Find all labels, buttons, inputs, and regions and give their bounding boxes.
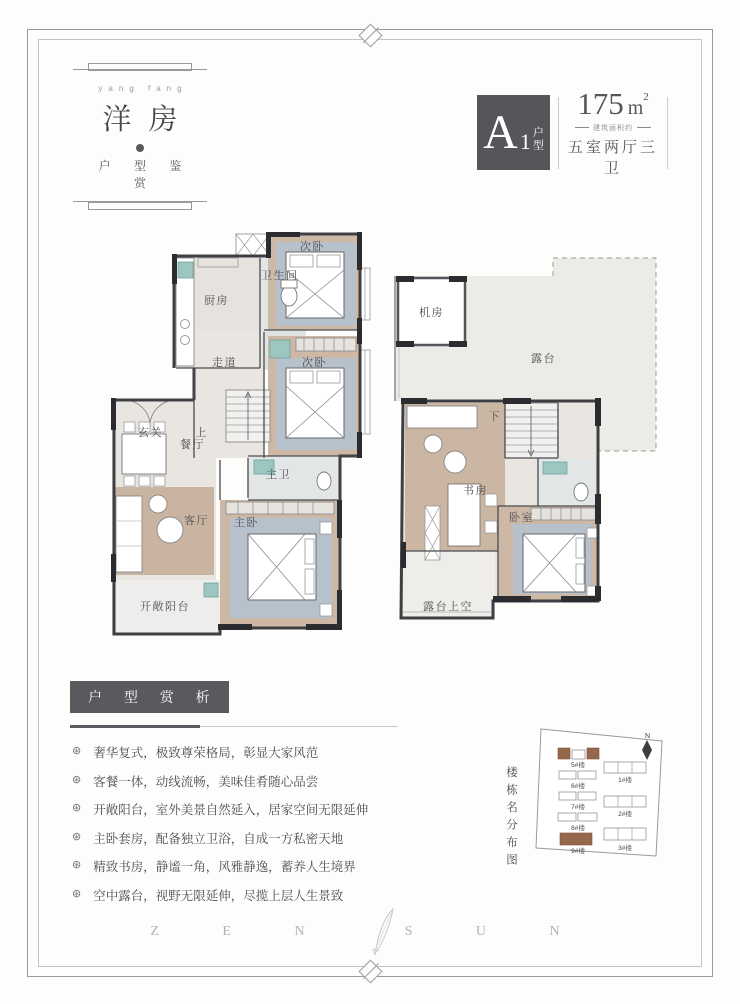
bullet-icon: ⊛ <box>72 887 82 900</box>
room-label-dining: 餐厅 <box>180 439 205 451</box>
analysis-item <box>70 857 430 875</box>
siteplan-side-label: 楼栋名分布图 <box>505 766 517 871</box>
badge-area-block <box>562 85 664 178</box>
room-label-kitchen: 厨房 <box>204 295 229 307</box>
analysis-item <box>70 800 430 818</box>
room-label-entry: 玄关 <box>138 427 163 439</box>
brand-left: Z E N <box>150 924 335 939</box>
area-exponent: 2 <box>643 90 649 103</box>
brand-footer <box>0 905 740 959</box>
room-label-terrace-void: 露台上空 <box>423 601 473 613</box>
room-label-bedroom: 卧室 <box>509 512 534 524</box>
header-deco-bottom <box>73 201 207 209</box>
analysis-item-text: 精致书房，静谧一角，风雅静逸，蓄养人生境界 <box>93 860 356 874</box>
bullet-icon: ⊛ <box>72 802 82 814</box>
analysis-list <box>70 743 430 914</box>
header-subtitle: 户 型 鉴 赏 <box>98 159 192 190</box>
page-title: 洋房 <box>102 104 195 136</box>
room-label-bedroom-a: 次卧 <box>300 241 325 253</box>
seal-icon <box>136 144 144 152</box>
area-unit: m <box>627 96 644 119</box>
analysis-item-text: 开敞阳台，室外美景自然延入，居家空间无限延伸 <box>93 803 369 817</box>
analysis-rule <box>70 725 398 728</box>
room-label-balcony: 开敞阳台 <box>140 601 190 613</box>
unit-type-box <box>477 95 550 170</box>
bullet-icon: ⊛ <box>72 830 82 843</box>
analysis-item-text: 主卧套房，配备独立卫浴，自成一方私密天地 <box>93 831 344 846</box>
rooms-summary: 五室两厅三卫 <box>567 138 658 177</box>
unit-suffix-bottom: 型 <box>532 139 544 152</box>
brand-right: S U N <box>404 924 590 939</box>
analysis-title: 户 型 赏 析 <box>70 681 229 713</box>
room-label-corridor: 走道 <box>212 357 237 369</box>
building-label: 5#楼 <box>571 762 585 769</box>
building-label: 8#楼 <box>571 825 585 832</box>
analysis-item-text: 客餐一体，动线流畅，美味佳肴随心品尝 <box>93 774 319 789</box>
building-label: 6#楼 <box>571 783 585 790</box>
room-label-study: 书房 <box>463 485 488 497</box>
room-label-stairs-down: 下 <box>488 411 501 423</box>
building-label: 3#楼 <box>618 845 632 852</box>
siteplan-map <box>532 726 672 862</box>
badge-divider-right <box>667 97 668 169</box>
floorplan-upper <box>393 246 663 636</box>
analysis-item-text: 空中露台，视野无限延伸，尽揽上层人生景致 <box>93 888 344 903</box>
area-number: 175 <box>577 85 624 121</box>
compass-label: N <box>645 733 651 740</box>
room-label-master-bath: 主卫 <box>266 469 291 481</box>
area-note: 建筑面积约 <box>593 124 633 132</box>
header-pinyin: yang fang <box>98 84 188 93</box>
building-label: 1#楼 <box>618 777 632 784</box>
building-label: 2#楼 <box>618 811 632 818</box>
bullet-icon: ⊛ <box>72 745 82 757</box>
room-label-stairs-up: 上 <box>195 427 208 439</box>
room-label-machine: 机房 <box>419 307 444 319</box>
bullet-icon: ⊛ <box>72 859 82 871</box>
analysis-item <box>70 772 430 790</box>
room-label-bedroom-b: 次卧 <box>302 357 327 369</box>
analysis-item <box>70 829 430 847</box>
feather-icon <box>365 905 399 959</box>
bullet-icon: ⊛ <box>72 773 82 786</box>
unit-letter: A <box>483 105 518 159</box>
unit-number: 1 <box>519 128 531 154</box>
analysis-item <box>70 886 430 904</box>
dash-right <box>637 127 651 128</box>
room-label-master-bed: 主卧 <box>234 517 259 529</box>
analysis-item-text: 奢华复式，极致尊荣格局，彰显大家风范 <box>93 746 319 760</box>
header-deco-top <box>73 62 207 70</box>
room-label-terrace: 露台 <box>531 353 556 365</box>
header-left <box>73 62 207 209</box>
room-label-living: 客厅 <box>184 515 209 527</box>
building-label: 9#楼 <box>571 848 585 855</box>
unit-suffix-top: 户 <box>532 126 544 139</box>
floorplan-lower <box>108 228 392 656</box>
dash-left <box>575 127 589 128</box>
unit-suffix <box>533 127 544 153</box>
building-label: 7#楼 <box>571 804 585 811</box>
area-note-row <box>562 123 664 133</box>
room-label-bath: 卫生间 <box>261 270 299 282</box>
area-value <box>562 85 664 121</box>
badge-divider-left <box>558 97 559 169</box>
unit-badge <box>477 85 668 177</box>
analysis-item <box>70 743 430 761</box>
